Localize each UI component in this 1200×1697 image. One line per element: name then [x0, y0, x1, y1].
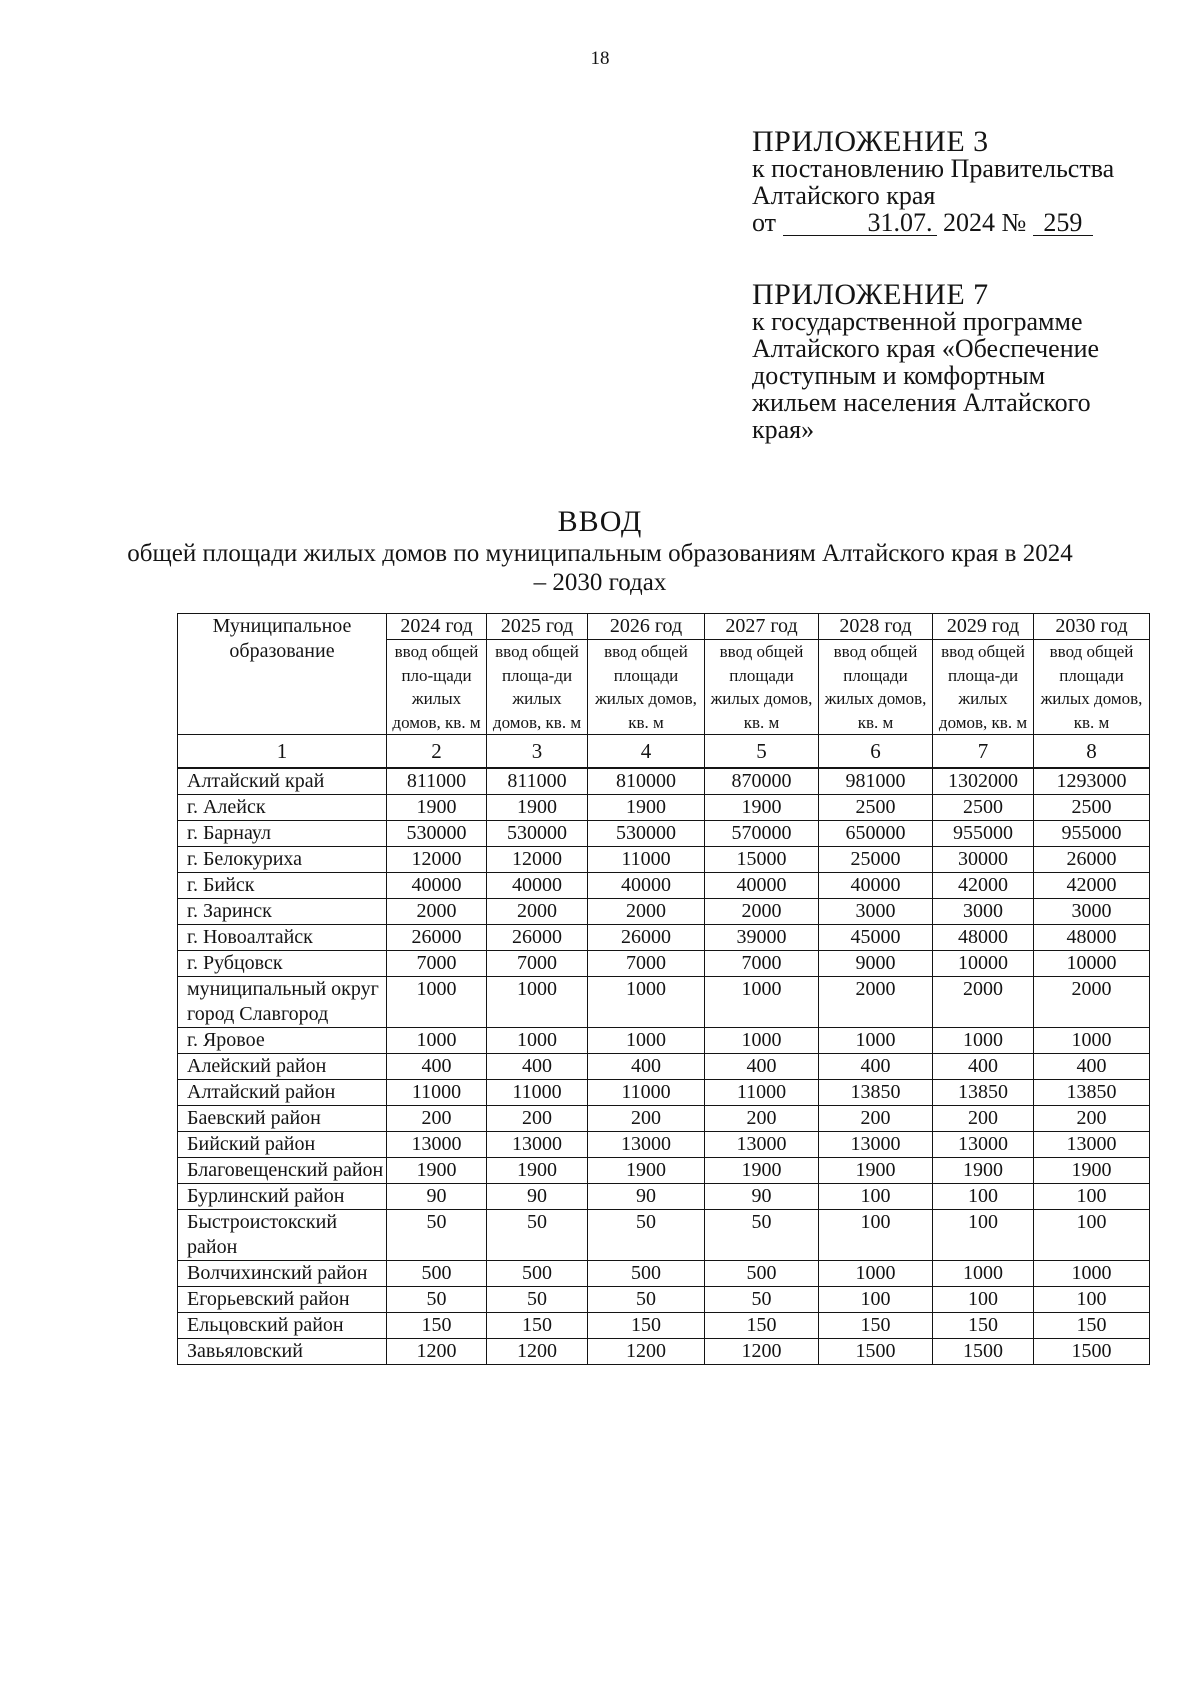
- value-cell: 400: [588, 1054, 705, 1080]
- value-cell: 40000: [588, 873, 705, 899]
- value-cell: 2000: [819, 977, 933, 1028]
- value-cell: 1302000: [933, 768, 1034, 795]
- value-cell: 1500: [1034, 1339, 1150, 1365]
- value-cell: 100: [933, 1287, 1034, 1313]
- value-cell: 3000: [933, 899, 1034, 925]
- table-row: [178, 821, 1150, 847]
- value-cell: 500: [387, 1261, 487, 1287]
- year-header: 2028 год: [819, 614, 933, 640]
- value-cell: 25000: [819, 847, 933, 873]
- table-row: [178, 925, 1150, 951]
- value-cell: 1000: [933, 1261, 1034, 1287]
- value-cell: 1900: [588, 795, 705, 821]
- year-header: 2027 год: [705, 614, 819, 640]
- municipality-name: г. Белокуриха: [178, 847, 387, 873]
- column-description: ввод общей площади жилых домов, кв. м: [705, 640, 819, 735]
- appendix-7-block: [752, 278, 1100, 444]
- value-cell: 90: [387, 1184, 487, 1210]
- appendix-7-line: края»: [752, 415, 815, 444]
- value-cell: 1900: [819, 1158, 933, 1184]
- municipality-name: Алтайский район: [178, 1080, 387, 1106]
- value-cell: 400: [487, 1054, 588, 1080]
- value-cell: 42000: [933, 873, 1034, 899]
- value-cell: 11000: [487, 1080, 588, 1106]
- value-cell: 1000: [705, 977, 819, 1028]
- table-row: [178, 847, 1150, 873]
- value-cell: 11000: [588, 847, 705, 873]
- page-number: 18: [590, 48, 610, 69]
- table-row: [178, 1261, 1150, 1287]
- value-cell: 981000: [819, 768, 933, 795]
- value-cell: 530000: [588, 821, 705, 847]
- value-cell: 39000: [705, 925, 819, 951]
- table-row: [178, 768, 1150, 795]
- municipality-name: г. Алейск: [178, 795, 387, 821]
- value-cell: 500: [487, 1261, 588, 1287]
- value-cell: 26000: [588, 925, 705, 951]
- value-cell: 1293000: [1034, 768, 1150, 795]
- value-cell: 100: [1034, 1184, 1150, 1210]
- value-cell: 150: [1034, 1313, 1150, 1339]
- value-cell: 1000: [1034, 1028, 1150, 1054]
- appendix-3-block: [752, 125, 1115, 237]
- value-cell: 11000: [387, 1080, 487, 1106]
- title-heading: ВВОД: [557, 505, 643, 538]
- municipality-name: Алейский район: [178, 1054, 387, 1080]
- municipality-name: г. Заринск: [178, 899, 387, 925]
- value-cell: 2000: [1034, 977, 1150, 1028]
- value-cell: 1900: [487, 1158, 588, 1184]
- column-description: ввод общей площади жилых домов, кв. м: [588, 640, 705, 735]
- table-body: [178, 768, 1150, 1365]
- value-cell: 2000: [387, 899, 487, 925]
- value-cell: 2000: [588, 899, 705, 925]
- value-cell: 530000: [387, 821, 487, 847]
- value-cell: 1000: [1034, 1261, 1150, 1287]
- value-cell: 40000: [487, 873, 588, 899]
- value-cell: 100: [819, 1184, 933, 1210]
- value-cell: 13000: [933, 1132, 1034, 1158]
- value-cell: 90: [705, 1184, 819, 1210]
- value-cell: 1000: [705, 1028, 819, 1054]
- table-row: [178, 873, 1150, 899]
- value-cell: 150: [819, 1313, 933, 1339]
- value-cell: 50: [387, 1287, 487, 1313]
- value-cell: 870000: [705, 768, 819, 795]
- value-cell: 45000: [819, 925, 933, 951]
- value-cell: 400: [819, 1054, 933, 1080]
- value-cell: 10000: [1034, 951, 1150, 977]
- value-cell: 1200: [588, 1339, 705, 1365]
- value-cell: 13850: [933, 1080, 1034, 1106]
- year-header: 2029 год: [933, 614, 1034, 640]
- value-cell: 50: [705, 1210, 819, 1261]
- value-cell: 100: [933, 1184, 1034, 1210]
- value-cell: 26000: [487, 925, 588, 951]
- value-cell: 1000: [933, 1028, 1034, 1054]
- value-cell: 200: [933, 1106, 1034, 1132]
- value-cell: 150: [588, 1313, 705, 1339]
- value-cell: 7000: [487, 951, 588, 977]
- value-cell: 50: [588, 1287, 705, 1313]
- value-cell: 1500: [933, 1339, 1034, 1365]
- municipality-name: Ельцовский район: [178, 1313, 387, 1339]
- value-cell: 13850: [1034, 1080, 1150, 1106]
- municipality-header: Муниципальное образование: [178, 614, 387, 735]
- municipality-name: Бийский район: [178, 1132, 387, 1158]
- value-cell: 1200: [705, 1339, 819, 1365]
- column-number: 4: [588, 735, 705, 769]
- table-row: [178, 977, 1150, 1028]
- table-row: [178, 1287, 1150, 1313]
- appendix-7-line: к государственной программе: [752, 307, 1083, 336]
- table-row: [178, 1080, 1150, 1106]
- table-row: [178, 1339, 1150, 1365]
- value-cell: 7000: [705, 951, 819, 977]
- column-description: ввод общей пло-щади жилых домов, кв. м: [387, 640, 487, 735]
- value-cell: 9000: [819, 951, 933, 977]
- column-number-row: [178, 735, 1150, 769]
- municipality-name: Баевский район: [178, 1106, 387, 1132]
- appendix-3-line-1: к постановлению Правительства: [752, 154, 1115, 183]
- table-row: [178, 1132, 1150, 1158]
- value-cell: 2500: [1034, 795, 1150, 821]
- municipality-name: г. Рубцовск: [178, 951, 387, 977]
- value-cell: 7000: [387, 951, 487, 977]
- value-cell: 200: [387, 1106, 487, 1132]
- column-number: 1: [178, 735, 387, 769]
- value-cell: 1000: [387, 977, 487, 1028]
- value-cell: 13000: [819, 1132, 933, 1158]
- municipality-name: г. Барнаул: [178, 821, 387, 847]
- value-cell: 12000: [387, 847, 487, 873]
- value-cell: 150: [387, 1313, 487, 1339]
- value-cell: 500: [705, 1261, 819, 1287]
- value-cell: 2500: [933, 795, 1034, 821]
- value-cell: 1000: [387, 1028, 487, 1054]
- municipality-name: г. Яровое: [178, 1028, 387, 1054]
- value-cell: 650000: [819, 821, 933, 847]
- municipality-name: муниципальный округ город Славгород: [178, 977, 387, 1028]
- municipality-name: Алтайский край: [178, 768, 387, 795]
- column-number: 8: [1034, 735, 1150, 769]
- value-cell: 1000: [588, 977, 705, 1028]
- appendix-3-heading: ПРИЛОЖЕНИЕ 3: [752, 125, 989, 158]
- value-cell: 13000: [487, 1132, 588, 1158]
- column-description: ввод общей площади жилых домов, кв. м: [819, 640, 933, 735]
- table-row: [178, 951, 1150, 977]
- value-cell: 400: [387, 1054, 487, 1080]
- value-cell: 150: [705, 1313, 819, 1339]
- value-cell: 150: [933, 1313, 1034, 1339]
- value-cell: 955000: [933, 821, 1034, 847]
- table-row: [178, 1054, 1150, 1080]
- value-cell: 13000: [705, 1132, 819, 1158]
- column-number: 2: [387, 735, 487, 769]
- municipality-name: Волчихинский район: [178, 1261, 387, 1287]
- table-row: [178, 899, 1150, 925]
- year-header-row: [178, 614, 1150, 640]
- municipality-name: Благовещенский район: [178, 1158, 387, 1184]
- document-title: [0, 505, 1200, 597]
- value-cell: 530000: [487, 821, 588, 847]
- value-cell: 1000: [819, 1261, 933, 1287]
- value-cell: 955000: [1034, 821, 1150, 847]
- value-cell: 50: [487, 1210, 588, 1261]
- value-cell: 2000: [705, 899, 819, 925]
- table-row: [178, 1184, 1150, 1210]
- value-cell: 100: [819, 1210, 933, 1261]
- municipality-name: г. Бийск: [178, 873, 387, 899]
- value-cell: 1900: [1034, 1158, 1150, 1184]
- value-cell: 500: [588, 1261, 705, 1287]
- value-cell: 1500: [819, 1339, 933, 1365]
- value-cell: 400: [1034, 1054, 1150, 1080]
- value-cell: 3000: [1034, 899, 1150, 925]
- value-cell: 1200: [487, 1339, 588, 1365]
- appendix-7-line: жильем населения Алтайского: [752, 388, 1091, 417]
- date-prefix: от: [752, 208, 777, 237]
- value-cell: 40000: [819, 873, 933, 899]
- table-row: [178, 1313, 1150, 1339]
- title-subheading: общей площади жилых домов по муниципальным образованиям Алтайского края в 2024 – 2030 годах: [127, 540, 1073, 596]
- value-cell: 100: [819, 1287, 933, 1313]
- value-cell: 100: [1034, 1210, 1150, 1261]
- value-cell: 1900: [487, 795, 588, 821]
- value-cell: 30000: [933, 847, 1034, 873]
- value-cell: 50: [387, 1210, 487, 1261]
- value-cell: 2500: [819, 795, 933, 821]
- value-cell: 1900: [705, 1158, 819, 1184]
- column-number: 5: [705, 735, 819, 769]
- resolution-number: 259: [1033, 210, 1093, 236]
- year-header: 2025 год: [487, 614, 588, 640]
- value-cell: 90: [487, 1184, 588, 1210]
- value-cell: 11000: [588, 1080, 705, 1106]
- value-cell: 811000: [387, 768, 487, 795]
- value-cell: 1900: [705, 795, 819, 821]
- municipality-name: Быстроистокский район: [178, 1210, 387, 1261]
- value-cell: 7000: [588, 951, 705, 977]
- value-cell: 1900: [588, 1158, 705, 1184]
- value-cell: 1000: [487, 1028, 588, 1054]
- value-cell: 1000: [819, 1028, 933, 1054]
- value-cell: 11000: [705, 1080, 819, 1106]
- column-description: ввод общей площади жилых домов, кв. м: [1034, 640, 1150, 735]
- housing-input-table: [177, 613, 1150, 1365]
- year-header: 2026 год: [588, 614, 705, 640]
- value-cell: 15000: [705, 847, 819, 873]
- table-row: [178, 1028, 1150, 1054]
- column-description: ввод общей площа-ди жилых домов, кв. м: [933, 640, 1034, 735]
- value-cell: 1000: [588, 1028, 705, 1054]
- municipality-name: г. Новоалтайск: [178, 925, 387, 951]
- value-cell: 3000: [819, 899, 933, 925]
- table-row: [178, 1158, 1150, 1184]
- value-cell: 200: [588, 1106, 705, 1132]
- value-cell: 10000: [933, 951, 1034, 977]
- municipality-name: Егорьевский район: [178, 1287, 387, 1313]
- value-cell: 1200: [387, 1339, 487, 1365]
- value-cell: 810000: [588, 768, 705, 795]
- value-cell: 200: [1034, 1106, 1150, 1132]
- value-cell: 26000: [1034, 847, 1150, 873]
- resolution-year: 2024 №: [943, 208, 1027, 237]
- value-cell: 2000: [933, 977, 1034, 1028]
- table-row: [178, 1210, 1150, 1261]
- value-cell: 48000: [1034, 925, 1150, 951]
- value-cell: 811000: [487, 768, 588, 795]
- value-cell: 200: [487, 1106, 588, 1132]
- value-cell: 42000: [1034, 873, 1150, 899]
- municipality-name: Бурлинский район: [178, 1184, 387, 1210]
- value-cell: 13000: [1034, 1132, 1150, 1158]
- value-cell: 90: [588, 1184, 705, 1210]
- value-cell: 200: [819, 1106, 933, 1132]
- value-cell: 12000: [487, 847, 588, 873]
- appendix-7-line: Алтайского края «Обеспечение: [752, 334, 1100, 363]
- value-cell: 400: [705, 1054, 819, 1080]
- value-cell: 100: [933, 1210, 1034, 1261]
- value-cell: 2000: [487, 899, 588, 925]
- value-cell: 1900: [387, 795, 487, 821]
- appendix-7-heading: ПРИЛОЖЕНИЕ 7: [752, 278, 989, 311]
- year-header: 2024 год: [387, 614, 487, 640]
- column-number: 3: [487, 735, 588, 769]
- column-number: 6: [819, 735, 933, 769]
- table-row: [178, 795, 1150, 821]
- value-cell: 1900: [933, 1158, 1034, 1184]
- value-cell: 50: [487, 1287, 588, 1313]
- value-cell: 13850: [819, 1080, 933, 1106]
- appendix-7-line: доступным и комфортным: [752, 361, 1046, 390]
- column-description: ввод общей площа-ди жилых домов, кв. м: [487, 640, 588, 735]
- value-cell: 1900: [387, 1158, 487, 1184]
- year-header: 2030 год: [1034, 614, 1150, 640]
- value-cell: 40000: [387, 873, 487, 899]
- appendix-3-date-line: [752, 209, 1114, 236]
- value-cell: 48000: [933, 925, 1034, 951]
- column-number: 7: [933, 735, 1034, 769]
- value-cell: 50: [705, 1287, 819, 1313]
- value-cell: 150: [487, 1313, 588, 1339]
- table-row: [178, 1106, 1150, 1132]
- value-cell: 13000: [588, 1132, 705, 1158]
- value-cell: 570000: [705, 821, 819, 847]
- value-cell: 200: [705, 1106, 819, 1132]
- municipality-name: Завьяловский: [178, 1339, 387, 1365]
- value-cell: 100: [1034, 1287, 1150, 1313]
- value-cell: 50: [588, 1210, 705, 1261]
- value-cell: 26000: [387, 925, 487, 951]
- value-cell: 13000: [387, 1132, 487, 1158]
- value-cell: 40000: [705, 873, 819, 899]
- value-cell: 400: [933, 1054, 1034, 1080]
- resolution-date: 31.07.: [783, 210, 937, 236]
- appendix-3-line-2: Алтайского края: [752, 181, 936, 210]
- value-cell: 1000: [487, 977, 588, 1028]
